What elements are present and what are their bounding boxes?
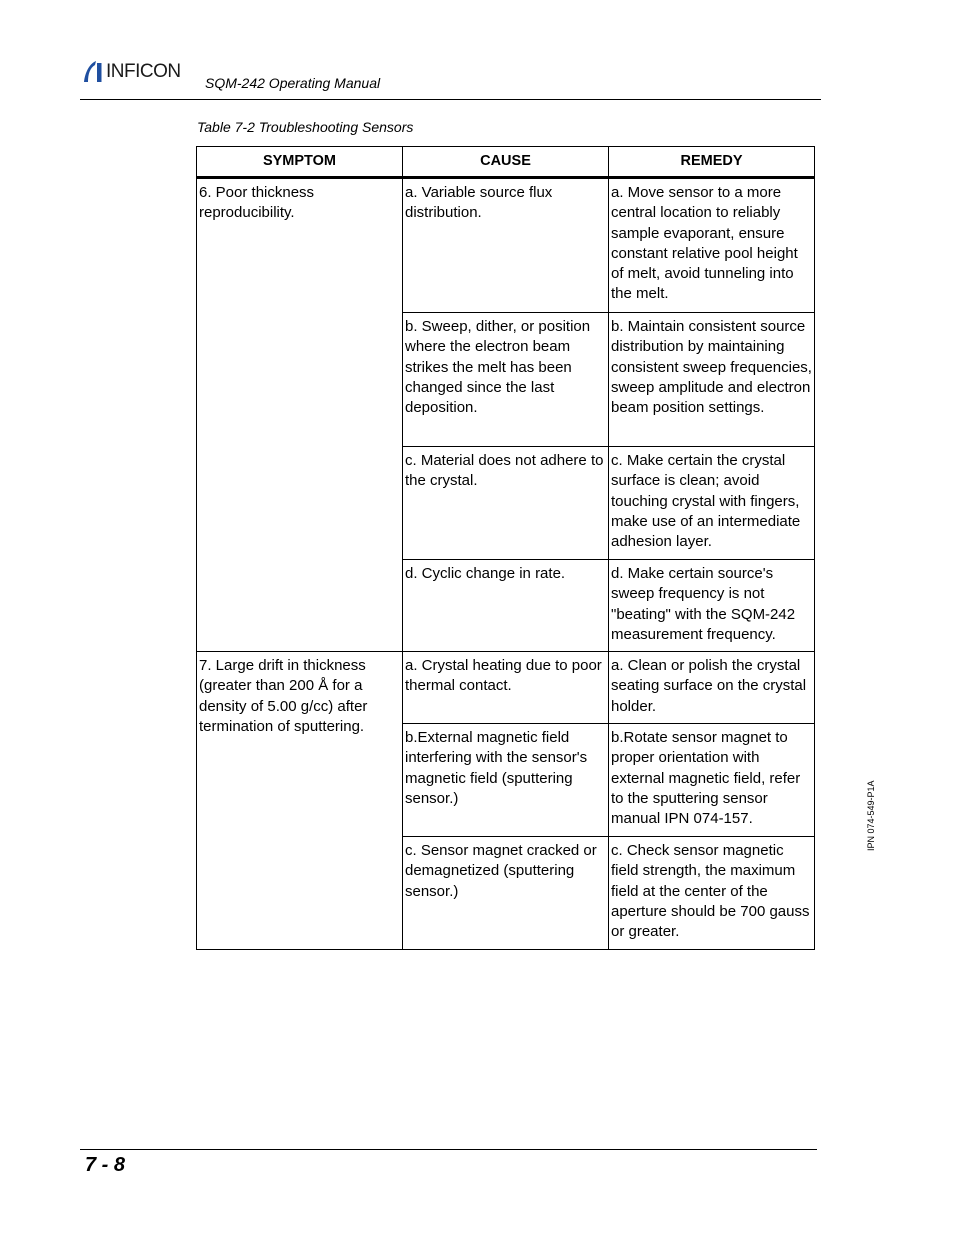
logo-text: INFICON [106,60,181,82]
remedy-cell: d. Make certain source's sweep frequency is not "beating" with the SQM-242 measurement frequency. [609,560,815,652]
remedy-cell: b. Maintain consistent source distribution by maintaining consistent sweep frequencies, sweep amplitude and electron beam position settings. [609,313,815,447]
symptom-cell: 7. Large drift in thickness (greater than 200 Å for a density of 5.00 g/cc) after termination of sputtering. [197,652,403,950]
ipn-side-label: IPN 074-549-P1A [866,780,876,851]
cause-cell: c. Sensor magnet cracked or demagnetized (sputtering sensor.) [403,837,609,950]
table-row [197,652,815,724]
remedy-cell: a. Clean or polish the crystal seating surface on the crystal holder. [609,652,815,724]
cause-cell: c. Material does not adhere to the crystal. [403,447,609,560]
cause-cell: b. Sweep, dither, or position where the electron beam strikes the melt has been changed since the last deposition. [403,313,609,447]
remedy-cell: c. Make certain the crystal surface is clean; avoid touching crystal with fingers, make use of an intermediate adhesion layer. [609,447,815,560]
footer-divider [80,1149,817,1150]
table-caption: Table 7-2 Troubleshooting Sensors [197,119,414,135]
symptom-cell: 6. Poor thickness reproducibility. [197,178,403,652]
column-header-symptom: SYMPTOM [197,147,403,178]
cause-cell: d. Cyclic change in rate. [403,560,609,652]
inficon-logo-icon [82,59,104,83]
inficon-logo [82,58,181,84]
cause-cell: b.External magnetic field interfering with the sensor's magnetic field (sputtering sensor.) [403,724,609,837]
remedy-cell: a. Move sensor to a more central location to reliably sample evaporant, ensure constant relative pool height of melt, avoid tunneling into the melt. [609,178,815,313]
table-header-row [197,147,815,178]
manual-title: SQM-242 Operating Manual [205,75,381,91]
page-number: 7 - 8 [85,1154,126,1176]
table-row [197,178,815,313]
remedy-cell: c. Check sensor magnetic field strength, the maximum field at the center of the aperture should be 700 gauss or greater. [609,837,815,950]
cause-cell: a. Crystal heating due to poor thermal contact. [403,652,609,724]
troubleshooting-table [196,146,815,950]
column-header-remedy: REMEDY [609,147,815,178]
header-divider [80,99,821,100]
remedy-cell: b.Rotate sensor magnet to proper orientation with external magnetic field, refer to the sputtering sensor manual IPN 074-157. [609,724,815,837]
cause-cell: a. Variable source flux distribution. [403,178,609,313]
column-header-cause: CAUSE [403,147,609,178]
